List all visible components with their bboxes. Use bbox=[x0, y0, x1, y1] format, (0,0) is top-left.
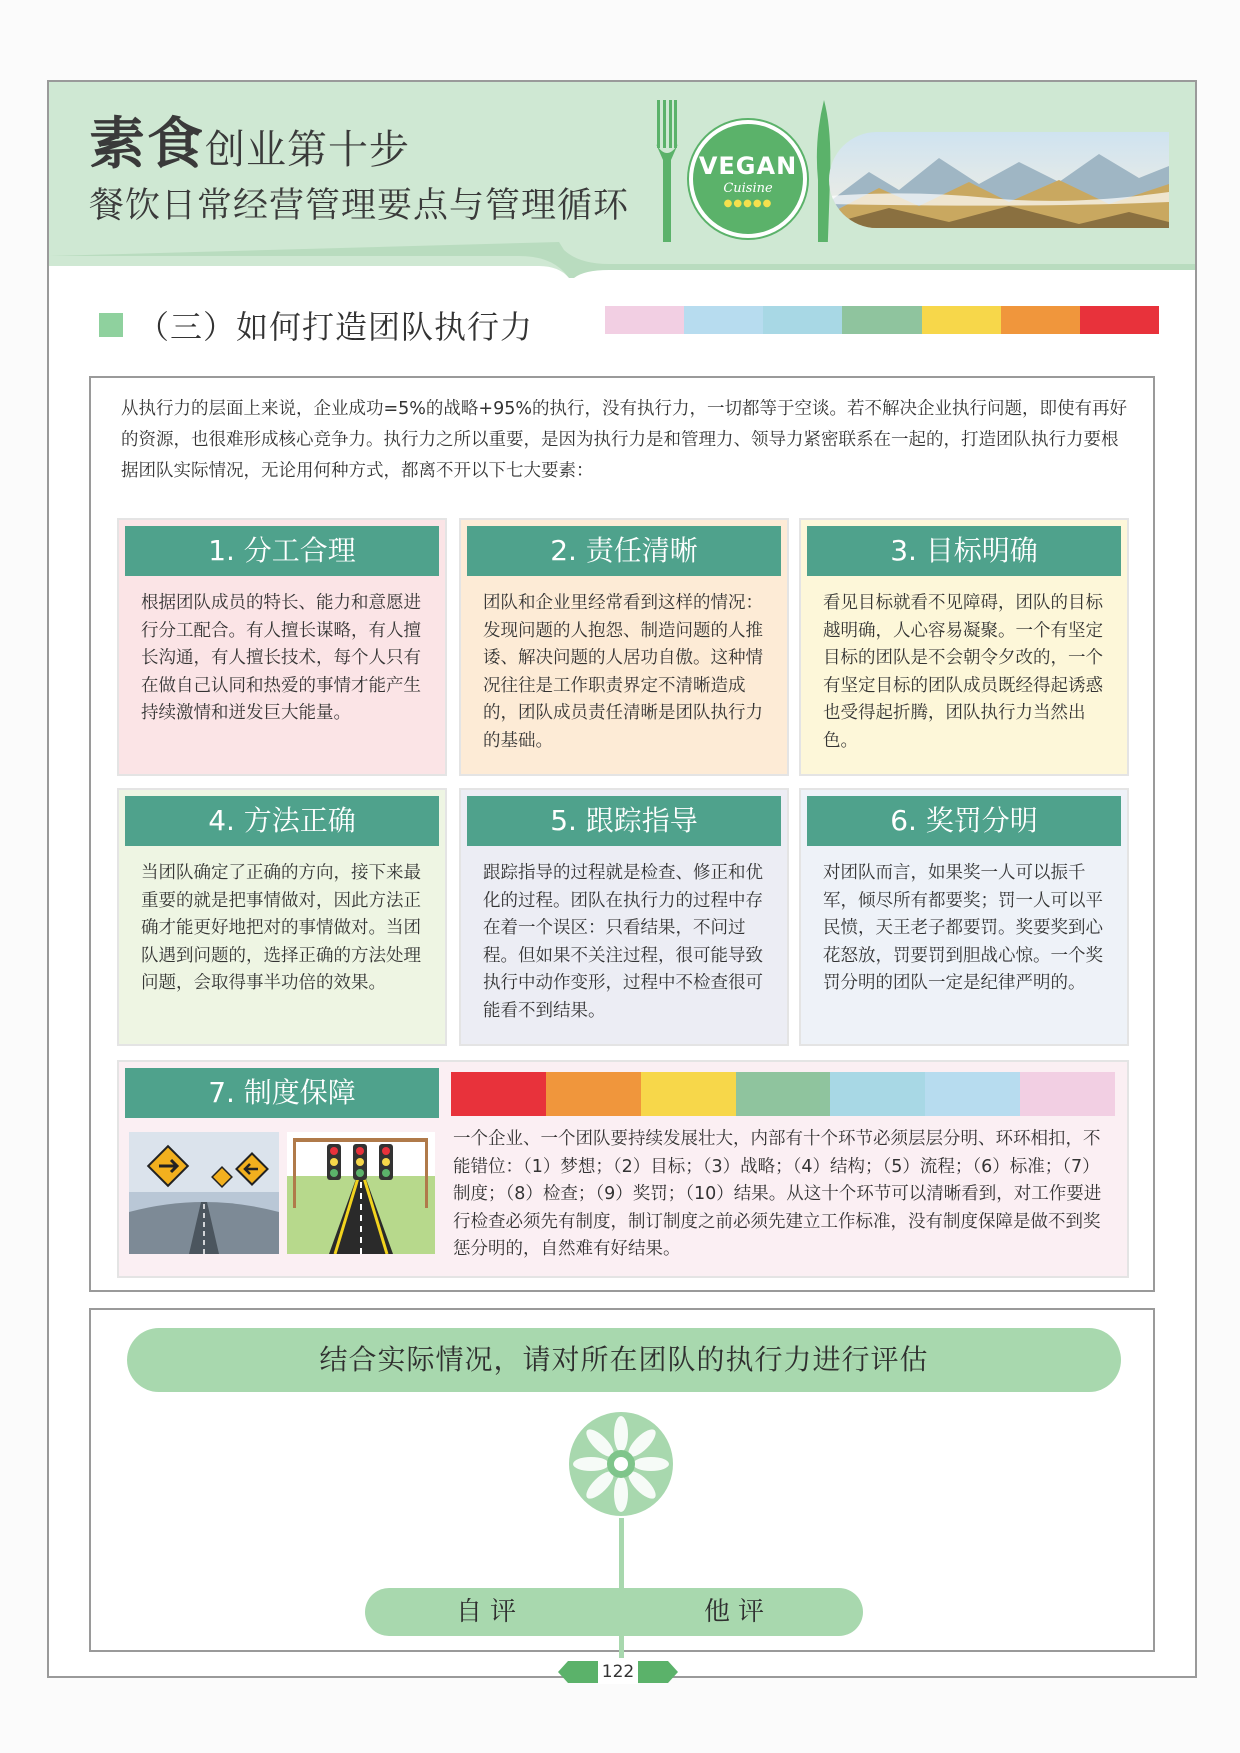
card-title: 5. 跟踪指导 bbox=[467, 796, 781, 846]
stripe-segment-7 bbox=[1080, 306, 1159, 334]
evaluation-box bbox=[89, 1308, 1155, 1652]
mountain-landscape-image bbox=[829, 132, 1169, 228]
card-body: 当团队确定了正确的方向，接下来最重要的就是把事情做对，因此方法正确才能更好地把对的事情做对。当团队遇到问题的，选择正确的方法处理问题，会取得事半功倍的效果。 bbox=[141, 863, 421, 993]
stripe-segment-6 bbox=[1001, 306, 1080, 334]
card-body: 跟踪指导的过程就是检查、修正和优化的过程。团队在执行力的过程中存在着一个误区：只看结果，不问过程。但如果不关注过程，很可能导致执行中动作变形，过程中不检查很可能看不到结果。 bbox=[483, 863, 763, 1021]
card-5 bbox=[459, 788, 789, 1046]
card-title: 4. 方法正确 bbox=[125, 796, 439, 846]
card-title: 1. 分工合理 bbox=[125, 526, 439, 576]
logo-sub: Cuisine bbox=[723, 181, 773, 196]
card-body: 一个企业、一个团队要持续发展壮大，内部有十个环节必须层层分明、环环相扣，不能错位：（1）梦想；（2）目标；（3）战略；（4）结构；（5）流程；（6）标准；（7）制度；（8）检查；（9）奖罚；（10）结果。从这十个环节可以清晰看到，对工作要进行检查必须先有制度，制订制度之前必须先建立工作标准，没有制度保障是做不到奖惩分明的，自然难有好结果。 bbox=[453, 1129, 1102, 1259]
section-title: （三）如何打造团队执行力 bbox=[137, 308, 534, 346]
card-body: 根据团队成员的特长、能力和意愿进行分工配合。有人擅长谋略，有人擅长沟通，有人擅长技术，每个人只有在做自己认同和热爱的事情才能产生持续激情和迸发巨大能量。 bbox=[141, 593, 421, 723]
color-stripe bbox=[451, 1072, 1115, 1116]
intro-paragraph: 从执行力的层面上来说，企业成功=5%的战略+95%的执行，没有执行力，一切都等于空谈。若不解决企业执行问题，即使有再好的资源，也很难形成核心竞争力。执行力之所以重要，是因为执行力是和管理力、领导力紧密联系在一起的，打造团队执行力要根据团队实际情况，无论用何种方式，都离不开以下七大要素： bbox=[121, 399, 1127, 481]
stripe-segment-1 bbox=[451, 1072, 546, 1116]
section-heading bbox=[99, 302, 533, 348]
card-7 bbox=[117, 1060, 1129, 1278]
card-title: 6. 奖罚分明 bbox=[807, 796, 1121, 846]
card-1 bbox=[117, 518, 447, 776]
page-subtitle: 餐饮日常经营管理要点与管理循环 bbox=[89, 186, 630, 226]
card-3 bbox=[799, 518, 1129, 776]
title-rest: 创业第十步 bbox=[205, 127, 410, 173]
stripe-segment-7 bbox=[1020, 1072, 1115, 1116]
logo-dots: ●●●●● bbox=[723, 198, 773, 209]
self-evaluation-button[interactable]: 自评 bbox=[365, 1588, 615, 1636]
vegan-cuisine-logo bbox=[689, 120, 807, 238]
page-title bbox=[89, 100, 410, 180]
stripe-segment-2 bbox=[546, 1072, 641, 1116]
page-number: 122 bbox=[598, 1660, 638, 1684]
card-body: 对团队而言，如果奖一人可以振千军，倾尽所有都要奖；罚一人可以平民愤，天王老子都要罚。奖要奖到心花怒放，罚要罚到胆战心惊。一个奖罚分明的团队一定是纪律严明的。 bbox=[823, 863, 1103, 993]
peer-evaluation-button[interactable]: 他评 bbox=[613, 1588, 863, 1636]
stripe-segment-5 bbox=[922, 306, 1001, 334]
color-stripe bbox=[605, 306, 1159, 334]
stripe-segment-1 bbox=[605, 306, 684, 334]
header bbox=[49, 82, 1195, 278]
logo-word: VEGAN bbox=[698, 152, 798, 180]
card-2 bbox=[459, 518, 789, 776]
stripe-segment-6 bbox=[925, 1072, 1020, 1116]
card-title: 2. 责任清晰 bbox=[467, 526, 781, 576]
card-body: 团队和企业里经常看到这样的情况：发现问题的人抱怨、制造问题的人推诿、解决问题的人居功自傲。这种情况往往是工作职责界定不清晰造成的，团队成员责任清晰是团队执行力的基础。 bbox=[483, 593, 763, 751]
stripe-segment-4 bbox=[842, 306, 921, 334]
stripe-segment-4 bbox=[736, 1072, 831, 1116]
card-title: 7. 制度保障 bbox=[125, 1068, 439, 1118]
card-body: 看见目标就看不见障碍，团队的目标越明确，人心容易凝聚。一个有坚定目标的团队是不会朝令夕改的，一个有坚定目标的团队成员既经得起诱惑也受得起折腾，团队执行力当然出色。 bbox=[823, 593, 1103, 751]
page-frame bbox=[47, 80, 1197, 1678]
card-6 bbox=[799, 788, 1129, 1046]
stripe-segment-3 bbox=[763, 306, 842, 334]
road-signs-image bbox=[129, 1132, 435, 1254]
title-big: 素食 bbox=[89, 112, 205, 177]
content-box bbox=[89, 376, 1155, 1292]
stripe-segment-3 bbox=[641, 1072, 736, 1116]
evaluation-banner: 结合实际情况，请对所在团队的执行力进行评估 bbox=[127, 1328, 1121, 1392]
stripe-segment-5 bbox=[830, 1072, 925, 1116]
stripe-segment-2 bbox=[684, 306, 763, 334]
header-wave bbox=[49, 242, 1195, 278]
card-title: 3. 目标明确 bbox=[807, 526, 1121, 576]
section-marker bbox=[99, 313, 123, 337]
card-4 bbox=[117, 788, 447, 1046]
